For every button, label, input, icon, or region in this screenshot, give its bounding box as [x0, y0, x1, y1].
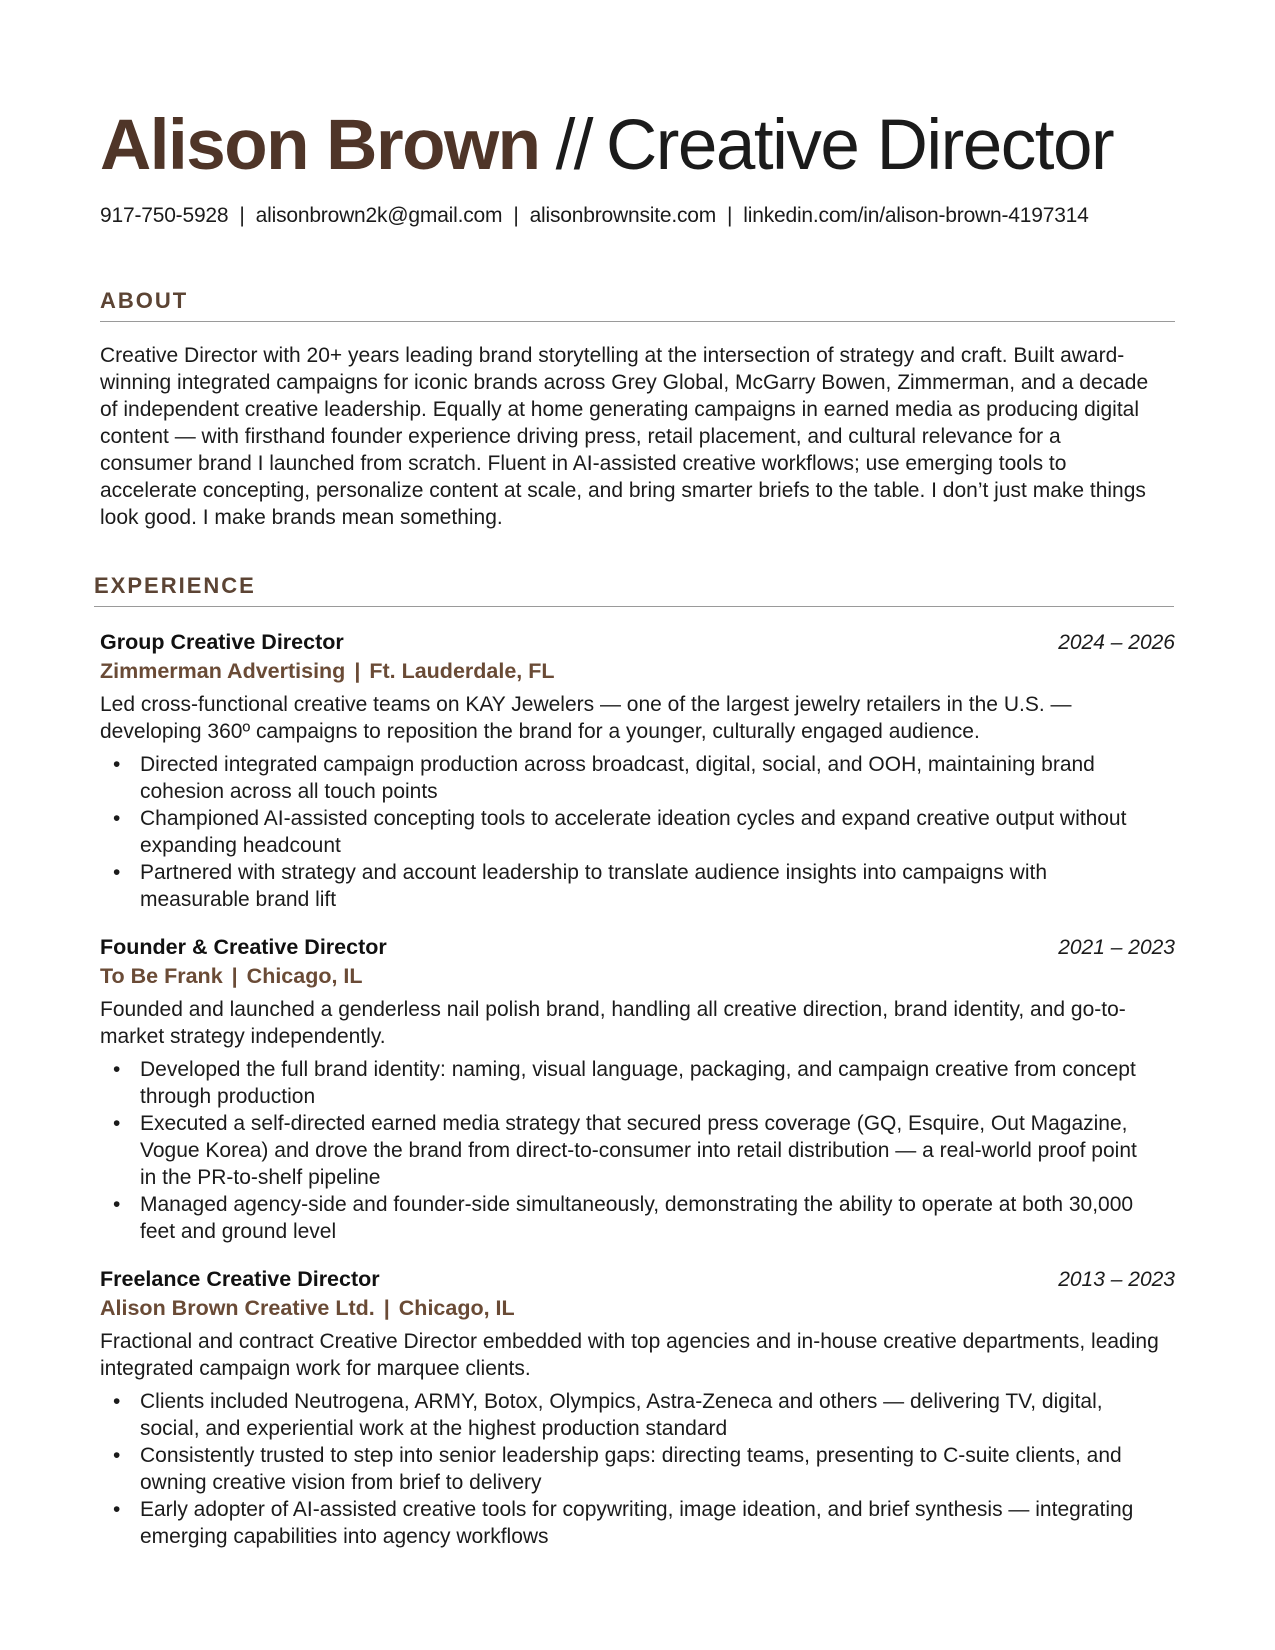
bullet-item	[100, 805, 1140, 859]
job-location: Chicago, IL	[398, 1296, 515, 1320]
job-dates: 2021 – 2023	[1058, 936, 1175, 959]
candidate-title: Creative Director	[606, 106, 1114, 185]
contact-separator: |	[727, 204, 733, 227]
bullet-icon: •	[113, 1058, 121, 1081]
job-header	[100, 933, 1175, 962]
resume-header-title	[100, 100, 1175, 192]
experience-heading: EXPERIENCE	[94, 573, 1174, 607]
company-separator: |	[231, 964, 238, 988]
job-header	[100, 628, 1175, 657]
job-dates: 2013 – 2023	[1058, 1268, 1175, 1291]
contact-separator: |	[513, 204, 519, 227]
job-header	[100, 1265, 1175, 1294]
bullet-text: Partnered with strategy and account leadership to translate audience insights into campaigns with measurable brand lift	[140, 861, 1048, 911]
bullet-item	[100, 751, 1140, 805]
bullet-text: Consistently trusted to step into senior leadership gaps: directing teams, presenting to C-suite clients, and owning creative vision from brief to delivery	[140, 1444, 1122, 1494]
bullet-item	[100, 1056, 1140, 1110]
company-separator: |	[354, 659, 361, 683]
job-description: Founded and launched a genderless nail polish brand, handling all creative direction, brand identity, and go-to-market strategy independently.	[100, 998, 1126, 1048]
job-company: Alison Brown Creative Ltd.	[100, 1296, 375, 1320]
job-company-line	[100, 962, 1175, 990]
job-title: Founder & Creative Director	[100, 935, 387, 959]
bullet-text: Clients included Neutrogena, ARMY, Botox, Olympics, Astra-Zeneca and others — delivering TV, digital, social, and experiential work at the highest production standard	[140, 1390, 1103, 1440]
job-location: Ft. Lauderdale, FL	[369, 659, 555, 683]
resume-page	[94, 100, 1175, 1550]
job-bullets	[100, 1056, 1175, 1245]
company-separator: |	[383, 1296, 390, 1320]
job-title: Group Creative Director	[100, 630, 344, 654]
bullet-icon: •	[113, 1444, 121, 1467]
job-location: Chicago, IL	[246, 964, 363, 988]
candidate-name: Alison Brown	[100, 106, 540, 185]
job-description: Led cross-functional creative teams on KAY Jewelers — one of the largest jewelry retailers in the U.S. — developing 360º campaigns to reposition the brand for a younger, culturally engaged audience.	[100, 693, 1072, 743]
job-entry	[100, 628, 1175, 913]
bullet-item	[100, 1442, 1140, 1496]
job-company: Zimmerman Advertising	[100, 659, 346, 683]
job-bullets	[100, 1388, 1175, 1550]
bullet-text: Championed AI-assisted concepting tools to accelerate ideation cycles and expand creative output without expanding headcount	[140, 807, 1127, 857]
job-company-line	[100, 1294, 1175, 1322]
contact-phone: 917-750-5928	[100, 204, 229, 227]
bullet-icon: •	[113, 1390, 121, 1413]
bullet-icon: •	[113, 807, 121, 830]
contact-email[interactable]: alisonbrown2k@gmail.com	[255, 204, 503, 227]
job-entry	[100, 1265, 1175, 1550]
job-title: Freelance Creative Director	[100, 1267, 380, 1291]
job-bullets	[100, 751, 1175, 913]
contact-website[interactable]: alisonbrownsite.com	[529, 204, 717, 227]
job-company-line	[100, 657, 1175, 685]
bullet-item	[100, 859, 1140, 913]
contact-info	[100, 202, 1175, 230]
bullet-item	[100, 1191, 1140, 1245]
bullet-item	[100, 1496, 1140, 1550]
bullet-item	[100, 1110, 1140, 1191]
bullet-item	[100, 1388, 1140, 1442]
about-text: Creative Director with 20+ years leading brand storytelling at the intersection of strategy and craft. Built award-winning integrated campaigns for iconic brands across Grey Global, McGarry Bowen, Zimmerman, and a decade of independent creative leadership. Equally at home generating campaigns in earned media as producing digital content — with firsthand founder experience driving press, retail placement, and cultural relevance for a consumer brand I launched from scratch. Fluent in AI-assisted creative workflows; use emerging tools to accelerate concepting, personalize content at scale, and bring smarter briefs to the table. I don’t just make things look good. I make brands mean something.	[100, 344, 1149, 529]
bullet-text: Developed the full brand identity: naming, visual language, packaging, and campaign creative from concept through production	[140, 1058, 1136, 1108]
bullet-text: Executed a self-directed earned media strategy that secured press coverage (GQ, Esquire, Out Magazine, Vogue Korea) and drove the brand from direct-to-consumer into retail distribution — a real-world proof point in the PR-to-shelf pipeline	[140, 1112, 1137, 1189]
about-heading: ABOUT	[100, 288, 1175, 322]
bullet-icon: •	[113, 1112, 121, 1135]
bullet-icon: •	[113, 861, 121, 884]
bullet-icon: •	[113, 1498, 121, 1521]
bullet-text: Directed integrated campaign production across broadcast, digital, social, and OOH, maintaining brand cohesion across all touch points	[140, 753, 1095, 803]
job-dates: 2024 – 2026	[1058, 631, 1175, 654]
title-separator: //	[555, 106, 593, 185]
bullet-icon: •	[113, 753, 121, 776]
job-description: Fractional and contract Creative Director embedded with top agencies and in-house creative departments, leading integrated campaign work for marquee clients.	[100, 1330, 1159, 1380]
job-entry	[100, 933, 1175, 1245]
bullet-icon: •	[113, 1193, 121, 1216]
bullet-text: Managed agency-side and founder-side simultaneously, demonstrating the ability to operate at both 30,000 feet and ground level	[140, 1193, 1134, 1243]
contact-linkedin[interactable]: linkedin.com/in/alison-brown-4197314	[743, 204, 1089, 227]
contact-separator: |	[239, 204, 245, 227]
bullet-text: Early adopter of AI-assisted creative tools for copywriting, image ideation, and brief synthesis — integrating emerging capabilities into agency workflows	[140, 1498, 1134, 1548]
job-company: To Be Frank	[100, 964, 223, 988]
